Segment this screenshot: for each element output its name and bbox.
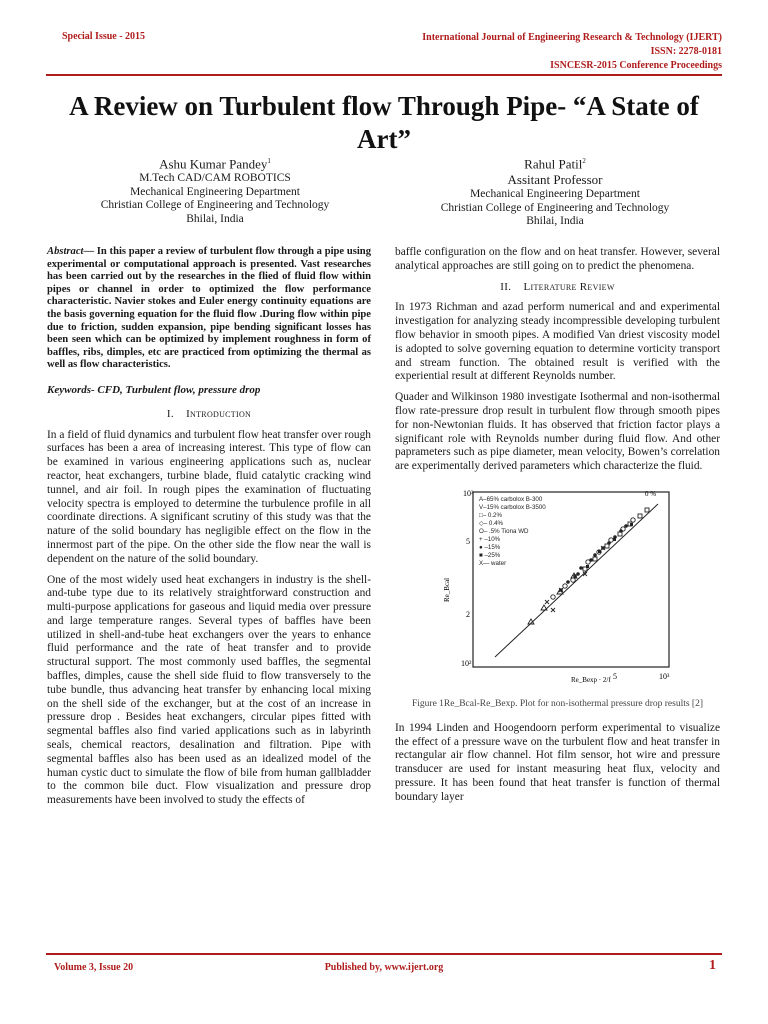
author-block-2: [390, 153, 720, 229]
x-tick-right: 10³: [658, 671, 669, 681]
point: [593, 557, 597, 561]
point: [613, 538, 616, 541]
author-affiliation-line: Bhilai, India: [526, 215, 584, 228]
x-axis-label: Re_Bexp · 2/f: [570, 675, 611, 684]
header-proceedings: ISNCESR-2015 Conference Proceedings: [550, 60, 722, 71]
point: [645, 508, 649, 512]
legend-entry: ◇– 0.4%: [478, 519, 503, 527]
figure-caption: Figure 1Re_Bcal-Re_Bexp. Plot for non-isothermal pressure drop results [2]: [411, 698, 703, 709]
legend-entry: + –10%: [478, 535, 500, 543]
author-name-text: Ashu Kumar Pandey: [159, 156, 268, 172]
abstract-text: — In this paper a review of turbulent flow through a pipe using experimental or computational approach is presented. Vast researches has been carried out by the researches in the flied of fluid flow within pipes or channel in order to optimized the flow performance characteristic. Navier stokes and Euler energy continuity equations are the basis governing equation for the fluid flow .During flow within pipe due to friction, sudden expansion, pipe bending significant losses has been seen which can be optimized by implement roughness in form of baffles, ribs, dimples, etc are practiced from optimizing the thermal as well as flow characteristics.: [47, 246, 371, 371]
author-name: [50, 153, 380, 172]
figure-1-plot: [433, 482, 683, 692]
author-affiliation-line: Christian College of Engineering and Technology: [100, 199, 330, 212]
y-tick-top: 10³: [462, 488, 473, 498]
author-sup: 2: [582, 157, 586, 165]
y-tick-bottom: 10²: [460, 658, 471, 668]
section-heading-literature-review: [395, 281, 720, 295]
abstract: [47, 246, 371, 372]
point: [545, 600, 549, 604]
section-heading-introduction: [47, 408, 371, 422]
point: [598, 550, 601, 553]
point: [638, 514, 642, 518]
legend-entry: A–65% carbolox B-300: [478, 495, 542, 503]
footer-rule: [46, 953, 722, 955]
legend-entry: □– 0.2%: [478, 511, 502, 519]
header-journal-info: [422, 31, 722, 73]
point: [589, 558, 593, 562]
curve-label: 0 %: [644, 489, 656, 498]
paper-title: A Review on Turbulent flow Through Pipe- “A State of Art”: [69, 91, 699, 154]
section-number: I.: [166, 407, 174, 420]
point: [619, 529, 623, 533]
footer-page-number: 1: [709, 958, 716, 973]
header-rule: [46, 74, 722, 76]
y-tick-2: 2: [465, 609, 470, 619]
legend-entry: ■ –25%: [478, 551, 500, 559]
point: [576, 572, 580, 576]
legend-entry: ● –15%: [478, 543, 500, 551]
point: [550, 595, 554, 599]
legend: [479, 496, 546, 567]
intro-continuation-paragraph: baffle configuration on the flow and on heat transfer. However, several analytical approaches are still going on to predict the phenomena.: [395, 246, 720, 272]
right-column: [395, 246, 720, 812]
author-affiliation-line: M.Tech CAD/CAM ROBOTICS: [139, 172, 291, 185]
section-title: Literature Review: [523, 280, 615, 293]
point: [593, 553, 597, 557]
point: [541, 605, 547, 610]
header-issn: ISSN: 2278-0181: [650, 46, 722, 57]
author-block-1: [50, 153, 380, 226]
literature-paragraph: In 1994 Linden and Hoogendoorn perform experimental to visualize the effect of a pressure wave on the turbulent flow and heat transfer in rectangular air flow channel. Hot film sensor, hot wire and pressure transducer are used for instant measuring heat flux, velocity and pressure. It has been found that heat transfer is function of thermal boundary layer: [395, 721, 720, 803]
point: [607, 541, 611, 545]
point: [624, 524, 628, 528]
footer-volume: Volume 3, Issue 20: [54, 962, 134, 973]
section-number: II.: [500, 280, 512, 293]
point: [566, 580, 570, 584]
intro-paragraph: One of the most widely used heat exchangers in industry is the shell-and-tube type due to its relatively straightforward construction and multi-purpose applications for gaseous and liquid media over pressure and large temperature ranges. Several types of baffles have been utilized in shell-and-tube heat exchangers over the years to enhance fluid performance and the rate of heat transfer and to provide structural support. The most commonly used baffles, the segmental baffles, dimples, cause the shell side fluid to flow transversely to the tube bundle, thus advancing heat transfer by enhancing local mixing on the shell side of the exchanger, but at the cost of an increase in pressure drop . Besides heat exchangers, circular pipes fitted with segmental baffles also find varied applications such as in labyrinth seals, chemical reactors, desalination and filtration. Pipe with segmental baffles also has been used as an idealized model of the human cystic duct to simulate the flow of bile from human gallbladder to the common bile duct. Flow visualization and pressure drop measurements have been involved to study the effects of: [47, 573, 371, 807]
keywords: Keywords- CFD, Turbulent flow, pressure drop: [47, 383, 261, 396]
header-special-issue: Special Issue - 2015: [62, 31, 146, 42]
author-name-text: Rahul Patil: [524, 156, 583, 172]
abstract-lead: Abstract: [47, 246, 84, 257]
footer-publisher: Published by, www.ijert.org: [324, 962, 444, 973]
point: [630, 518, 634, 522]
point: [630, 523, 633, 526]
author-affiliation-line: Bhilai, India: [186, 212, 244, 225]
author-name: [390, 153, 720, 172]
left-column: [47, 246, 371, 815]
author-sup: 1: [267, 157, 271, 165]
literature-paragraph: In 1973 Richman and azad perform numerical and and experimental investigation for analyzing steady incompressible developing turbulent flow behavior in smooth pipes. A modified Van driest viscosity model is adopted to solve governing equation to determine vorticity transport and stream function. The obtained result is verified with the experiential result at different Reynolds number.: [395, 301, 720, 383]
author-affiliation-line: Mechanical Engineering Department: [130, 185, 300, 198]
header-journal: International Journal of Engineering Research & Technology (IJERT): [422, 32, 722, 43]
intro-paragraph: In a field of fluid dynamics and turbulent flow heat transfer over rough surfaces has been a area of increasing interest. This type of flow can be examined in various engineering applications such as, nuclear reactor, heat exchangers, turbine blade, fluid catalytic cracking wind tunnel, and air foil. In rough pipes the examination of fluctuating velocity spectra is employed to determine the turbulence profile in all coordinate directions. A significant scrutiny of this study was that the nature of the solid boundary has negligible effect on the flow in the innermost part of the pipe. On the other side the flow near the wall is dependent on the nature of the solid boundary.: [47, 428, 371, 565]
point: [579, 566, 583, 570]
reference-line: [495, 504, 658, 657]
y-axis-label: Re_Bcal: [442, 577, 451, 602]
point: [573, 574, 577, 578]
legend-entry: O– .5% Tiona WD: [478, 527, 529, 535]
point: [586, 565, 589, 568]
point: [551, 608, 555, 612]
author-affiliation-line: Assitant Professor: [507, 172, 603, 188]
section-title: Introduction: [186, 407, 252, 420]
point: [562, 584, 566, 588]
legend-entry: V–15% carbolox B-3500: [478, 503, 546, 511]
y-tick-5: 5: [465, 536, 470, 546]
literature-paragraph: Quader and Wilkinson 1980 investigate Isothermal and non-isothermal flow rate-pressure drop result in turbulent flow through smooth pipes for non-Newtonian fluids. It has observed that friction factor plays a significant role with Reynolds number during fluid flow. And other paprameters such as pipe diameter, mean velocity, Bowen’s correlation are experimentally derived parameters which characterize the fluid.: [395, 391, 720, 473]
author-affiliation-line: Christian College of Engineering and Technology: [440, 201, 670, 214]
point: [570, 578, 574, 582]
author-affiliation-line: Mechanical Engineering Department: [470, 188, 640, 201]
x-tick-5: 5: [612, 671, 617, 681]
legend-entry: X— water: [478, 559, 506, 567]
